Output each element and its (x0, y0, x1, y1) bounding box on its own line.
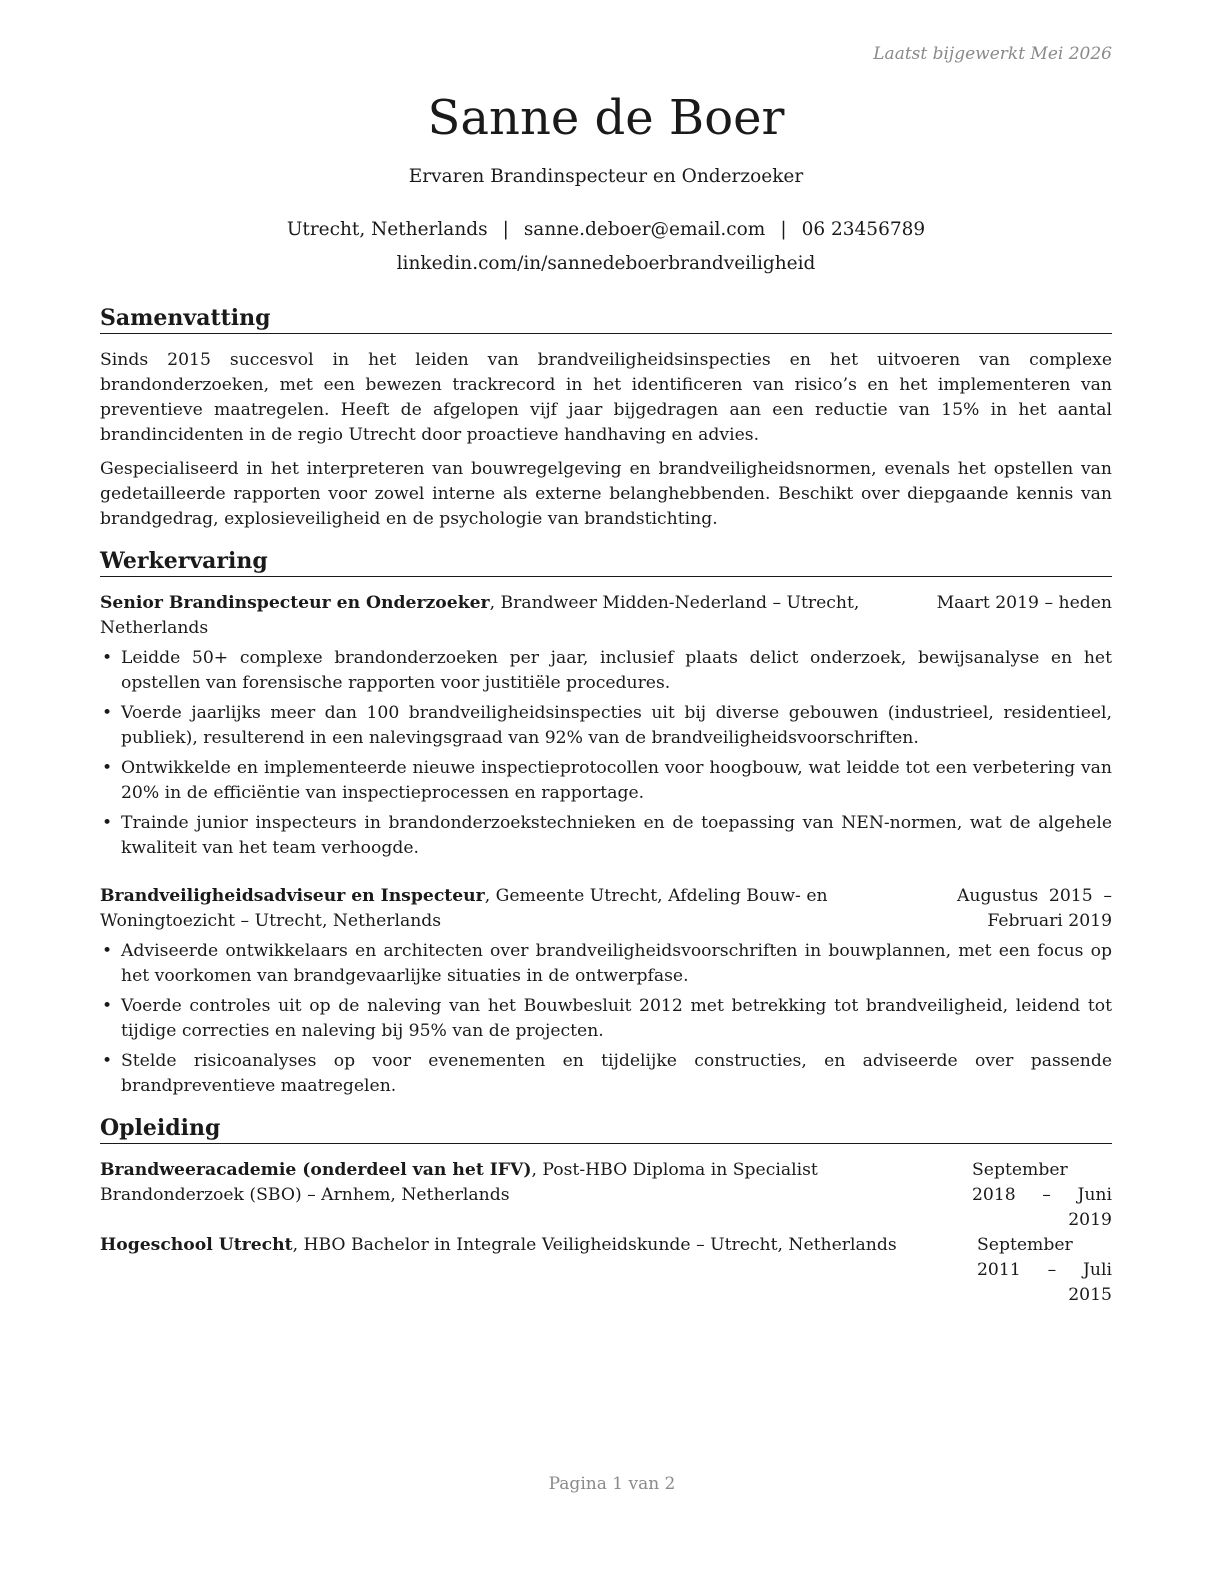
candidate-name: Sanne de Boer (427, 90, 785, 146)
last-updated: Laatst bijgewerkt Mei 2026 (873, 44, 1112, 64)
education-school: Brandweeracademie (onderdeel van het IFV) (100, 1160, 532, 1180)
job-role: Senior Brandinspecteur en Onderzoeker (100, 593, 490, 613)
education-dates: September 2018 – Juni 2019 (972, 1160, 1112, 1230)
summary-paragraph: Sinds 2015 succesvol in het leiden van brandveiligheidsinspecties en het uitvoeren van complexe brandonderzoeken, met een bewezen trackrecord in het identificeren van risico’s en het implementeren van preventieve maatregelen. Heeft de afgelopen vijf jaar bijgedragen aan een reductie van 15% in het aantal brandincidenten in de regio Utrecht door proactieve handhaving en advies. (100, 350, 1112, 445)
contact-phone[interactable]: 06 23456789 (801, 219, 926, 240)
education-title-line (100, 1233, 975, 1308)
education-detail: , Post-HBO Diploma in Specialist Brandonderzoek (SBO) – Arnhem, Netherlands (100, 1160, 818, 1205)
list-item: • Trainde junior inspecteurs in brandonderzoekstechnieken en de toepassing van NEN-normen, wat de algehele kwaliteit van het team verhoogde. (100, 811, 1112, 861)
job-title-line (100, 591, 880, 641)
job-dates: Augustus 2015 – Februari 2019 (957, 886, 1112, 931)
job-organization: , Brandweer Midden-Nederland – Utrecht, Netherlands (100, 593, 860, 638)
job-title-line (100, 884, 950, 934)
education-school: Hogeschool Utrecht (100, 1235, 293, 1255)
job-bullets (100, 646, 1112, 861)
contact-email[interactable]: sanne.deboer@email.com (523, 219, 766, 240)
page-number: Pagina 1 van 2 (548, 1474, 676, 1494)
job-header (100, 591, 1112, 641)
job-dates: Maart 2019 – heden (936, 593, 1112, 613)
contact-separator: | (780, 219, 787, 240)
job-entry (100, 884, 1112, 1104)
section-title-summary: Samenvatting (100, 304, 1112, 334)
list-item: • Voerde controles uit op de naleving van het Bouwbesluit 2012 met betrekking tot brandveiligheid, leidend tot tijdige correcties en naleving bij 95% van de projecten. (100, 994, 1112, 1044)
section-title-experience: Werkervaring (100, 547, 1112, 577)
education-detail: , HBO Bachelor in Integrale Veiligheidskunde – Utrecht, Netherlands (292, 1235, 897, 1255)
education-header (100, 1158, 1112, 1233)
education-header (100, 1233, 1112, 1308)
education-entry (100, 1158, 1112, 1233)
contact-linkedin[interactable]: linkedin.com/in/sannedeboerbrandveiligheid (396, 253, 816, 274)
job-organization: , Gemeente Utrecht, Afdeling Bouw- en Woningtoezicht – Utrecht, Netherlands (100, 886, 828, 931)
list-item: • Ontwikkelde en implementeerde nieuwe inspectieprotocollen voor hoogbouw, wat leidde tot een verbetering van 20% in de efficiëntie van inspectieprocessen en rapportage. (100, 756, 1112, 806)
education-entry (100, 1233, 1112, 1308)
contact-location: Utrecht, Netherlands (286, 219, 488, 240)
summary-paragraph: Gespecialiseerd in het interpreteren van bouwregelgeving en brandveiligheidsnormen, evenals het opstellen van gedetailleerde rapporten voor zowel interne als externe belanghebbenden. Beschikt over diepgaande kennis van brandgedrag, explosieveiligheid en de psychologie van brandstichting. (100, 459, 1112, 529)
job-bullets (100, 939, 1112, 1099)
list-item: • Leidde 50+ complexe brandonderzoeken per jaar, inclusief plaats delict onderzoek, bewijsanalyse en het opstellen van forensische rapporten voor justitiële procedures. (100, 646, 1112, 696)
contact-separator: | (502, 219, 509, 240)
list-item: • Adviseerde ontwikkelaars en architecten over brandveiligheidsvoorschriften in bouwplannen, met een focus op het voorkomen van brandgevaarlijke situaties in de ontwerpfase. (100, 939, 1112, 989)
candidate-title: Ervaren Brandinspecteur en Onderzoeker (408, 166, 804, 187)
job-entry (100, 591, 1112, 866)
job-header (100, 884, 1112, 934)
list-item: • Voerde jaarlijks meer dan 100 brandveiligheidsinspecties uit bij diverse gebouwen (industrieel, residentieel, publiek), resulterend in een nalevingsgraad van 92% van de brandveiligheidsvoorschriften. (100, 701, 1112, 751)
section-title-education: Opleiding (100, 1114, 1112, 1144)
list-item: • Stelde risicoanalyses op voor evenementen en tijdelijke constructies, en adviseerde over passende brandpreventieve maatregelen. (100, 1049, 1112, 1099)
contact-line (100, 219, 1112, 240)
job-role: Brandveiligheidsadviseur en Inspecteur (100, 886, 485, 906)
education-dates: September 2011 – Juli 2015 (977, 1235, 1112, 1305)
education-title-line (100, 1158, 950, 1233)
